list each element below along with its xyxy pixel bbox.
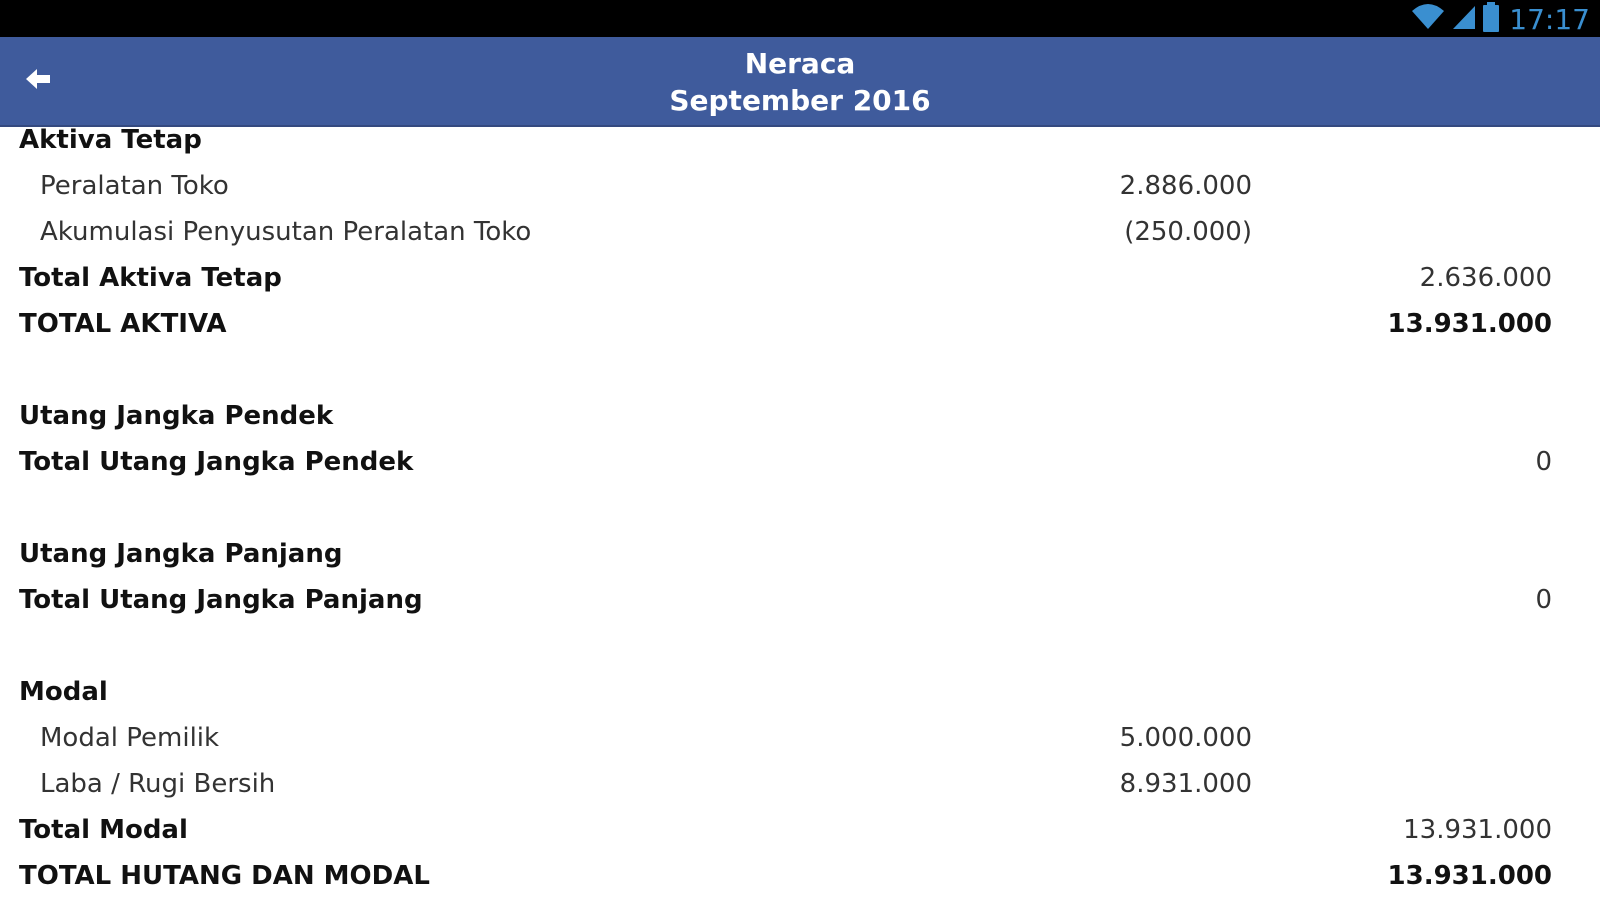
row-label: Aktiva Tetap [19, 125, 202, 155]
section-spacer [0, 631, 1600, 677]
row-total-aktiva-tetap [0, 263, 1600, 309]
row-akumulasi-penyusutan [0, 217, 1600, 263]
row-label: Utang Jangka Panjang [19, 539, 343, 569]
section-spacer [0, 493, 1600, 539]
page-title-line1: Neraca [744, 47, 856, 80]
row-value: 5.000.000 [1119, 723, 1252, 753]
row-label: Modal [19, 677, 108, 707]
section-spacer [0, 355, 1600, 401]
row-label: Utang Jangka Pendek [19, 401, 334, 431]
row-total-value: 13.931.000 [1387, 861, 1552, 891]
row-label: Modal Pemilik [40, 723, 220, 753]
row-total-value: 13.931.000 [1403, 815, 1552, 845]
row-total-utang-panjang [0, 585, 1600, 631]
status-bar [0, 0, 1600, 37]
page-title [0, 45, 1600, 119]
section-header-utang-pendek [0, 401, 1600, 447]
row-total-value: 0 [1535, 585, 1552, 615]
row-label: Total Utang Jangka Pendek [19, 447, 414, 477]
row-total-utang-pendek [0, 447, 1600, 493]
balance-sheet [0, 125, 1600, 900]
row-label: Total Aktiva Tetap [19, 263, 282, 293]
page-title-line2: September 2016 [669, 84, 931, 117]
row-total-hutang-dan-modal [0, 861, 1600, 900]
row-label: Total Modal [19, 815, 188, 845]
section-header-utang-panjang [0, 539, 1600, 585]
row-peralatan-toko [0, 171, 1600, 217]
row-modal-pemilik [0, 723, 1600, 769]
section-header-aktiva-tetap [0, 125, 1600, 171]
row-total-value: 0 [1535, 447, 1552, 477]
row-value: (250.000) [1124, 217, 1252, 247]
section-header-modal [0, 677, 1600, 723]
row-label: TOTAL AKTIVA [19, 309, 227, 339]
row-total-modal [0, 815, 1600, 861]
row-total-value: 2.636.000 [1419, 263, 1552, 293]
row-label: Laba / Rugi Bersih [40, 769, 276, 799]
app-bar [0, 37, 1600, 127]
signal-icon [1451, 3, 1477, 35]
wifi-icon [1411, 3, 1445, 35]
row-label: Peralatan Toko [40, 171, 229, 201]
row-label: Akumulasi Penyusutan Peralatan Toko [40, 217, 532, 247]
battery-icon [1483, 2, 1499, 36]
status-time: 17:17 [1509, 2, 1590, 36]
status-icons [1411, 2, 1590, 36]
row-value: 2.886.000 [1119, 171, 1252, 201]
row-laba-rugi-bersih [0, 769, 1600, 815]
row-label: TOTAL HUTANG DAN MODAL [19, 861, 430, 891]
row-value: 8.931.000 [1119, 769, 1252, 799]
row-total-value: 13.931.000 [1387, 309, 1552, 339]
row-label: Total Utang Jangka Panjang [19, 585, 423, 615]
row-total-aktiva [0, 309, 1600, 355]
